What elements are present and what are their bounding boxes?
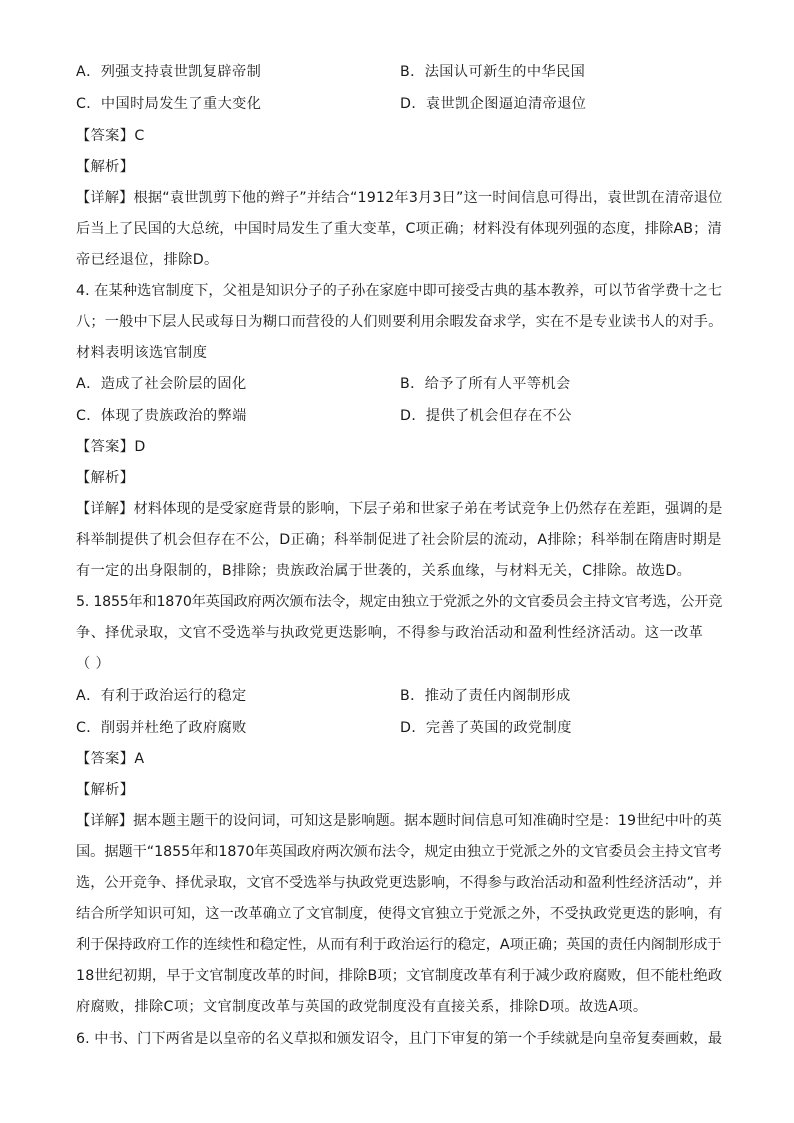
q5-stem-line-1: 5. 1855年和1870年英国政府两次颁布法令，规定由独立于党派之外的文官委员会主持文官考选，公开竞 [76, 594, 723, 610]
q5-analysis-heading: 【解析】 [76, 782, 135, 798]
q3-answer: 【答案】C [76, 128, 145, 144]
q4-stem-line-3: 材料表明该选官制度 [76, 345, 208, 361]
q5-detail-line-1: 【详解】据本题主题干的设问词，可知这是影响题。据本题时间信息可知准确时空是：19世纪中叶的英 [76, 813, 722, 829]
q5-answer: 【答案】A [76, 751, 145, 767]
q3-option-b: B．法国认可新生的中华民国 [400, 64, 586, 80]
q4-option-d: D．提供了机会但存在不公 [400, 408, 572, 424]
q5-detail-line-5: 利于保持政府工作的连续性和稳定性，从而有利于政治运行的稳定，A项正确；英国的责任内阁制形成于 [76, 937, 722, 953]
q5-detail-line-7: 府腐败，排除C项；文官制度改革与英国的政党制度没有直接关系，排除D项。故选A项。 [76, 999, 648, 1015]
q4-option-b: B．给予了所有人平等机会 [400, 376, 571, 392]
q5-option-c: C．削弱并杜绝了政府腐败 [76, 720, 247, 736]
q6-stem-line-1: 6. 中书、门下两省是以皇帝的名义草拟和颁发诏令，且门下审复的第一个手续就是向皇帝复奏画敕，最 [76, 1031, 723, 1047]
q4-stem-line-2: 八；一般中下层人民或每日为糊口而营役的人们则要利用余暇发奋求学，实在不是专业读书人的对手。 [76, 314, 723, 330]
q5-option-d: D．完善了英国的政党制度 [400, 720, 572, 736]
q4-detail-line-3: 有一定的出身限制的，B排除；贵族政治属于世袭的，关系血缘，与材料无关，C排除。故选D。 [76, 563, 692, 579]
q3-detail-line-1: 【详解】根据“袁世凯剪下他的辫子”并结合“1912年3月3日”这一时间信息可得出，袁世凯在清帝退位 [76, 190, 723, 206]
q4-analysis-heading: 【解析】 [76, 470, 135, 486]
q4-detail-line-2: 科举制提供了机会但存在不公，D正确；科举制促进了社会阶层的流动，A排除；科举制在隋唐时期是 [76, 532, 722, 548]
q4-answer: 【答案】D [76, 439, 146, 455]
q4-detail-line-1: 【详解】材料体现的是受家庭背景的影响，下层子弟和世家子弟在考试竞争上仍然存在差距，强调的是 [76, 501, 723, 517]
q3-option-a: A．列强支持袁世凯复辟帝制 [76, 64, 262, 80]
q4-option-c: C．体现了贵族政治的弊端 [76, 408, 247, 424]
q4-stem-line-1: 4. 在某种选官制度下，父祖是知识分子的子孙在家庭中即可接受古典的基本教养，可以节省学费十之七 [76, 283, 723, 299]
q5-option-a: A．有利于政治运行的稳定 [76, 688, 247, 704]
q3-option-c: C．中国时局发生了重大变化 [76, 96, 262, 112]
q3-detail-line-3: 帝已经退位，排除D。 [76, 252, 219, 268]
q5-detail-line-2: 国。据题干“1855年和1870年英国政府两次颁布法令，规定由独立于党派之外的文官委员会主持文官考 [76, 844, 722, 860]
q4-option-a: A．造成了社会阶层的固化 [76, 376, 247, 392]
q3-analysis-heading: 【解析】 [76, 159, 135, 175]
q5-option-b: B．推动了责任内阁制形成 [400, 688, 571, 704]
q5-stem-line-3: （ ） [76, 656, 111, 672]
q5-detail-line-4: 结合所学知识可知，这一改革确立了文官制度，使得文官独立于党派之外，不受执政党更迭的影响，有 [76, 906, 723, 922]
q5-detail-line-6: 18世纪初期，早于文官制度改革的时间，排除B项；文官制度改革有利于减少政府腐败，但不能杜绝政 [76, 968, 723, 984]
q5-stem-line-2: 争、择优录取，文官不受选举与执政党更迭影响，不得参与政治活动和盈利性经济活动。这一改革 [76, 625, 704, 641]
q5-detail-line-3: 选，公开竞争、择优录取，文官不受选举与执政党更迭影响，不得参与政治活动和盈利性经济活动”，并 [76, 875, 723, 891]
q3-option-d: D．袁世凯企图逼迫清帝退位 [400, 96, 587, 112]
q3-detail-line-2: 后当上了民国的大总统，中国时局发生了重大变革，C项正确；材料没有体现列强的态度，排除AB；清 [76, 221, 722, 237]
